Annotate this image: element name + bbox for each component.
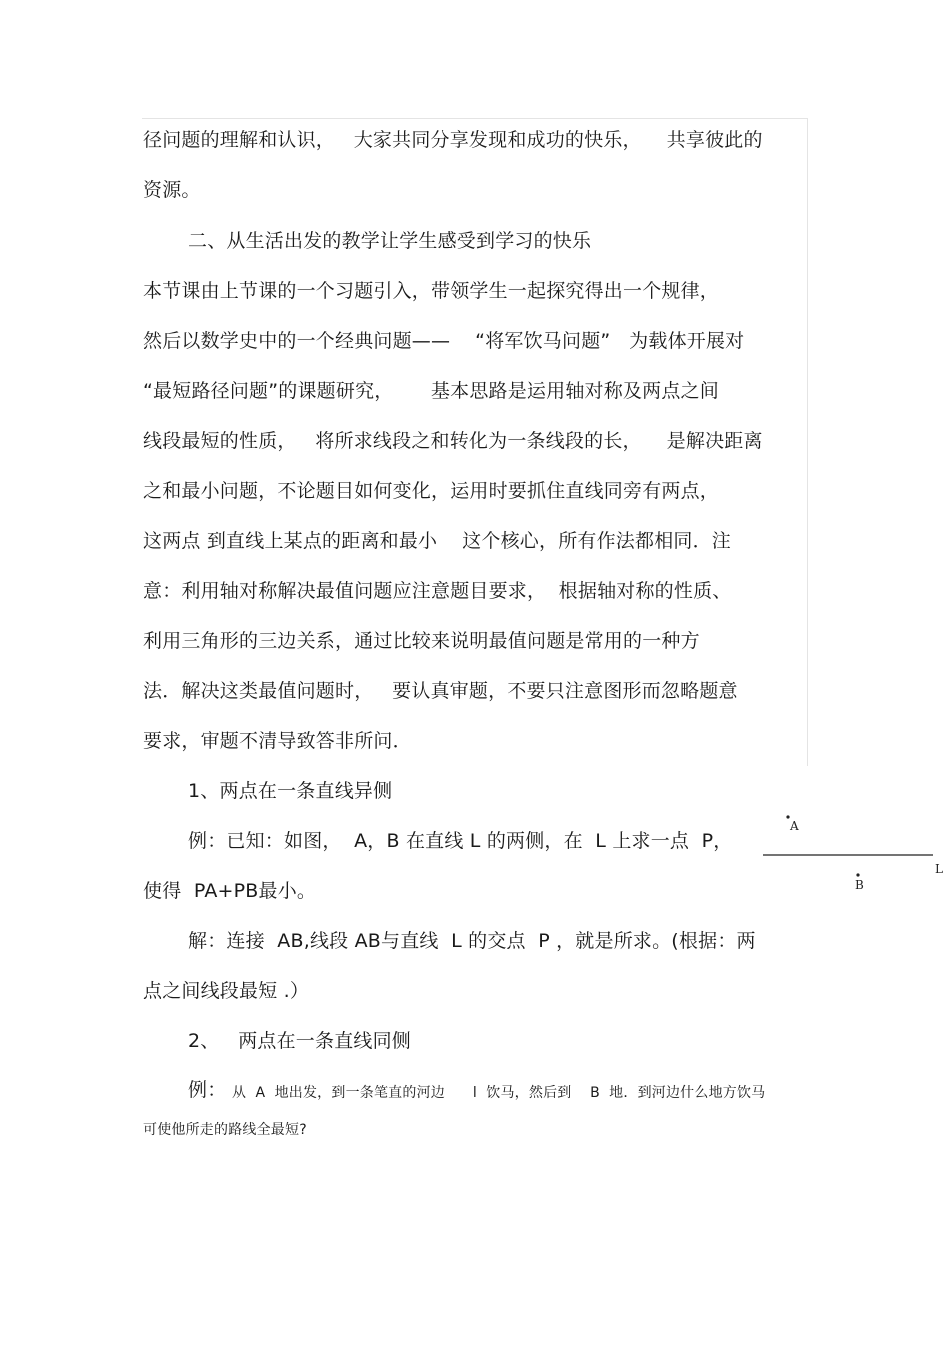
paragraph-line: 法．解决这类最值问题时， 要认真审题，不要只注意图形而忽略题意 <box>143 680 738 702</box>
paragraph-line: 线段最短的性质， 将所求线段之和转化为一条线段的长， 是解决距离 <box>143 430 763 452</box>
point-b <box>856 873 859 876</box>
label-b: B <box>855 878 864 892</box>
example-label: 例： <box>188 1079 227 1101</box>
label-a: A <box>790 819 799 833</box>
example-line: 使得 PA+PB最小。 <box>143 880 317 902</box>
subsection-heading: 1、两点在一条直线异侧 <box>188 780 393 802</box>
paragraph-line: “最短路径问题”的课题研究， 基本思路是运用轴对称及两点之间 <box>143 380 719 402</box>
example-text: 从 A 地出发，到一条笔直的河边 l 饮马，然后到 B 地．到河边什么地方饮马 <box>232 1085 766 1101</box>
paragraph-line: 要求，审题不清导致答非所问． <box>143 730 412 752</box>
subsection-heading: 2、 两点在一条直线同侧 <box>188 1030 412 1052</box>
paragraph-line: 这两点 到直线上某点的距离和最小 这个核心，所有作法都相同．注 <box>143 530 731 552</box>
section-heading: 二、从生活出发的教学让学生感受到学习的快乐 <box>188 230 592 252</box>
paragraph-line: 利用三角形的三边关系，通过比较来说明最值问题是常用的一种方 <box>143 630 700 652</box>
paragraph-line: 然后以数学史中的一个经典问题—— “将军饮马问题” 为载体开展对 <box>143 330 745 352</box>
paragraph-line: 意：利用轴对称解决最值问题应注意题目要求， 根据轴对称的性质、 <box>143 580 732 602</box>
paragraph-line: 之和最小问题，不论题目如何变化，运用时要抓住直线同旁有两点， <box>143 480 720 502</box>
paragraph-line: 径问题的理解和认识， 大家共同分享发现和成功的快乐， 共享彼此的 <box>143 129 763 151</box>
paragraph-line: 资源。 <box>143 179 201 201</box>
solution-line: 点之间线段最短 .） <box>143 980 310 1002</box>
label-l: L <box>935 862 943 876</box>
example-text: 可使他所走的路线全最短? <box>143 1122 307 1138</box>
paragraph-line: 本节课由上节课的一个习题引入，带领学生一起探究得出一个规律， <box>143 280 720 302</box>
solution-line: 解：连接 AB,线段 AB与直线 L 的交点 P ，就是所求。(根据：两 <box>188 930 756 952</box>
example-line: 例：已知：如图， A，B 在直线 L 的两侧，在 L 上求一点 P， <box>188 830 733 852</box>
line-diagram <box>750 805 950 905</box>
